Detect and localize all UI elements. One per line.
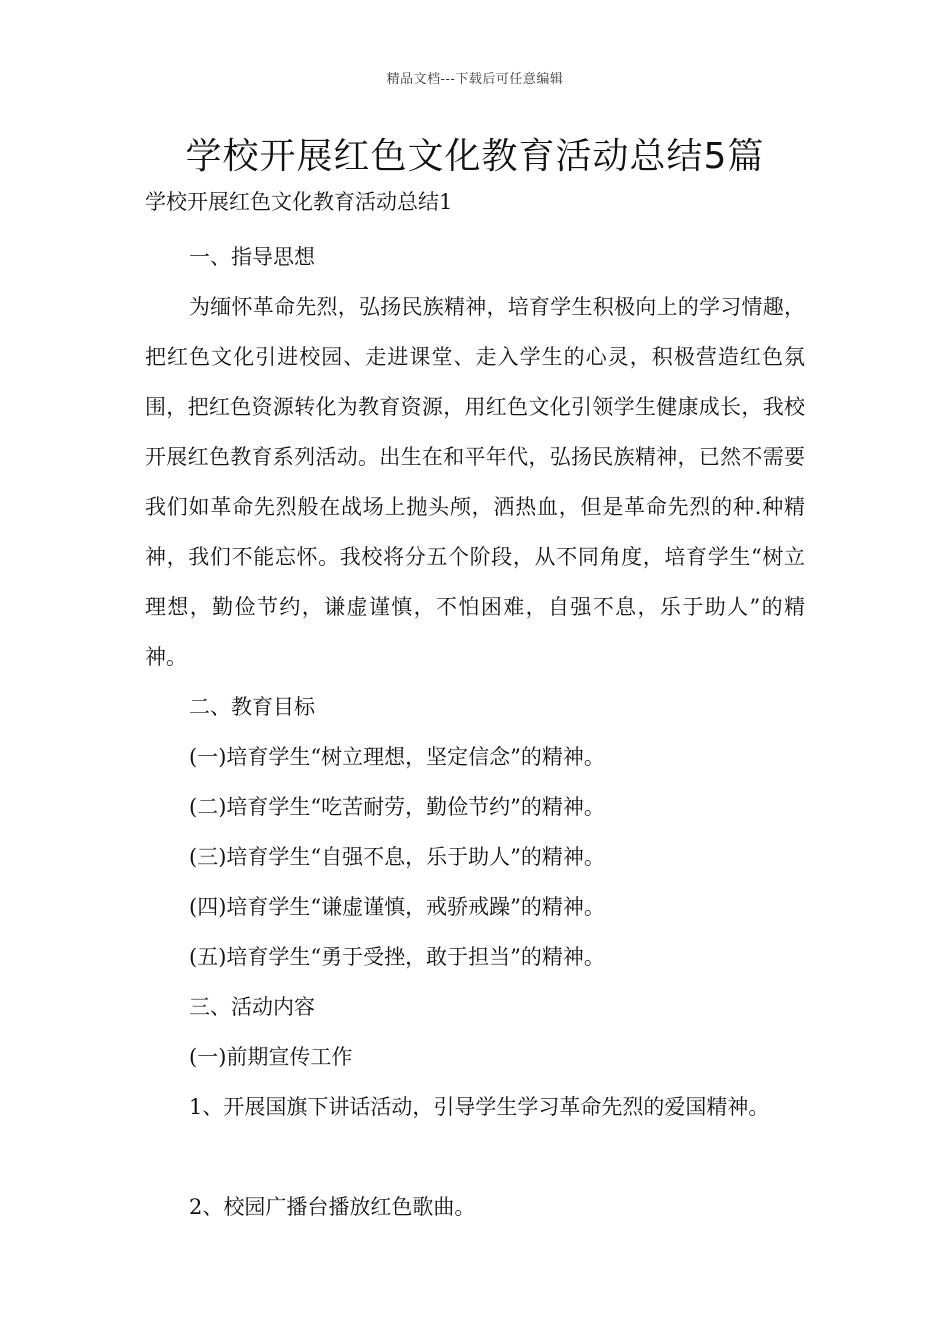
sub-heading-publicity-work: (一)前期宣传工作 xyxy=(189,1045,353,1069)
document-title: 学校开展红色文化教育活动总结5篇 xyxy=(185,136,765,177)
section-heading-education-goals: 二、教育目标 xyxy=(189,695,315,719)
activity-item: 2、校园广播台播放红色歌曲。 xyxy=(189,1195,476,1219)
section-heading-guiding-ideology: 一、指导思想 xyxy=(189,245,315,269)
goal-item: (一)培育学生“树立理想，坚定信念”的精神。 xyxy=(189,745,605,769)
document-subtitle: 学校开展红色文化教育活动总结1 xyxy=(145,190,453,214)
activity-item: 1、开展国旗下讲话活动，引导学生学习革命先烈的爱国精神。 xyxy=(189,1095,770,1119)
page-header-note: 精品文档---下载后可任意编辑 xyxy=(386,72,564,87)
section-heading-activity-content: 三、活动内容 xyxy=(189,995,315,1019)
goal-item: (五)培育学生“勇于受挫，敢于担当”的精神。 xyxy=(189,945,605,969)
guiding-ideology-paragraph: 为缅怀革命先烈，弘扬民族精神，培育学生积极向上的学习情趣，把红色文化引进校园、走进课堂、走入学生的心灵，积极营造红色氛围，把红色资源转化为教育资源，用红色文化引领学生健康成长，我校开展红色教育系列活动。出生在和平年代，弘扬民族精神，已然不需要我们如革命先烈般在战场上抛头颅，洒热血，但是革命先烈的种.种精神，我们不能忘怀。我校将分五个阶段，从不同角度，培育学生“树立理想，勤俭节约，谦虚谨慎，不怕困难，自强不息，乐于助人”的精神。 xyxy=(145,295,805,669)
document-body xyxy=(145,232,805,1232)
goal-item: (四)培育学生“谦虚谨慎，戒骄戒躁”的精神。 xyxy=(189,895,605,919)
goal-item: (二)培育学生“吃苦耐劳，勤俭节约”的精神。 xyxy=(189,795,605,819)
goal-item: (三)培育学生“自强不息，乐于助人”的精神。 xyxy=(189,845,605,869)
